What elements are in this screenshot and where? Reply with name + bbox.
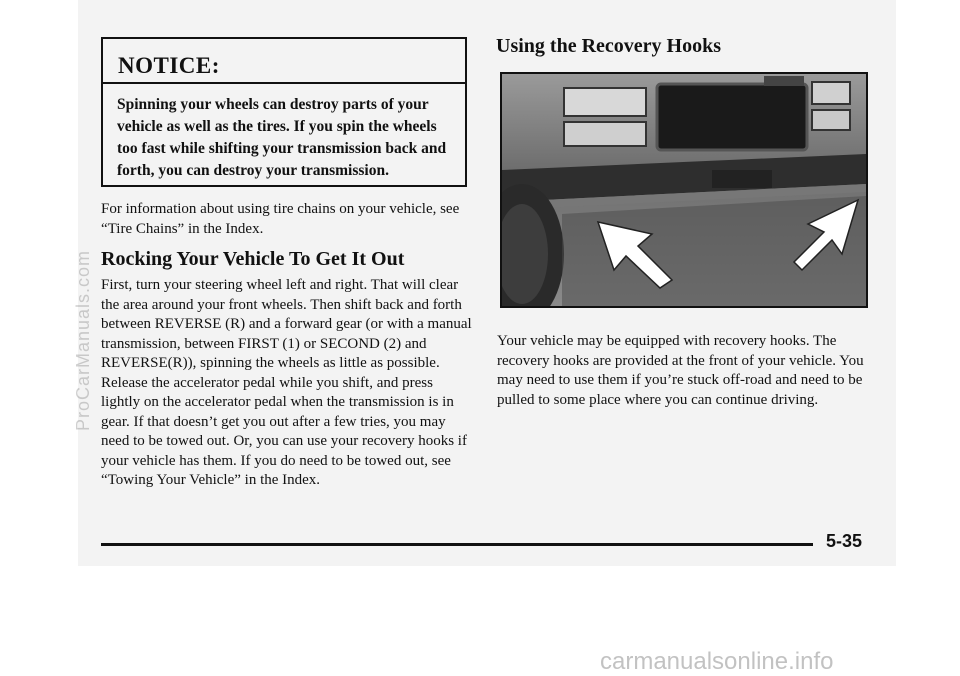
rocking-heading: Rocking Your Vehicle To Get It Out <box>101 248 405 270</box>
footer-rule <box>101 543 813 546</box>
notice-title: NOTICE: <box>103 39 465 84</box>
truck-front-illustration <box>502 74 866 306</box>
notice-body: Spinning your wheels can destroy parts of your vehicle as well as the tires. If you spin the wheels too fast while shifting your transmission back and forth, you can destroy your transmission. <box>117 96 447 179</box>
rocking-paragraph: First, turn your steering wheel left and right. That will clear the area around your front wheels. Then shift back and forth between REVERSE (R) and a forward gear (or with a manual transmission, between FIRST (1) or SECOND (2) and REVERSE(R)), spinning the wheels as little as possible. Release the accelerator pedal while you shift, and press lightly on the accelerator pedal when the transmission is in gear. If that doesn’t get you out after a few tries, you may need to be towed out. Or, you can use your recovery hooks if your vehicle has them. If you do need to be towed out, see “Towing Your Vehicle” in the Index. <box>101 277 472 488</box>
side-watermark-text: ProCarManuals.com <box>73 249 94 431</box>
recovery-hooks-heading: Using the Recovery Hooks <box>496 35 721 57</box>
tire-chains-paragraph: For information about using tire chains on your vehicle, see “Tire Chains” in the Index. <box>101 201 460 237</box>
truck-front-photo <box>500 72 868 308</box>
page-number: 5-35 <box>826 531 863 551</box>
bottom-watermark: carmanualsonline.info <box>600 648 834 675</box>
notice-box <box>101 37 467 187</box>
side-watermark <box>72 210 96 470</box>
recovery-hooks-paragraph: Your vehicle may be equipped with recovery hooks. The recovery hooks are provided at the front of your vehicle. You may need to use them if you’re stuck off-road and need to be pulled to some place where you can continue driving. <box>497 333 864 408</box>
